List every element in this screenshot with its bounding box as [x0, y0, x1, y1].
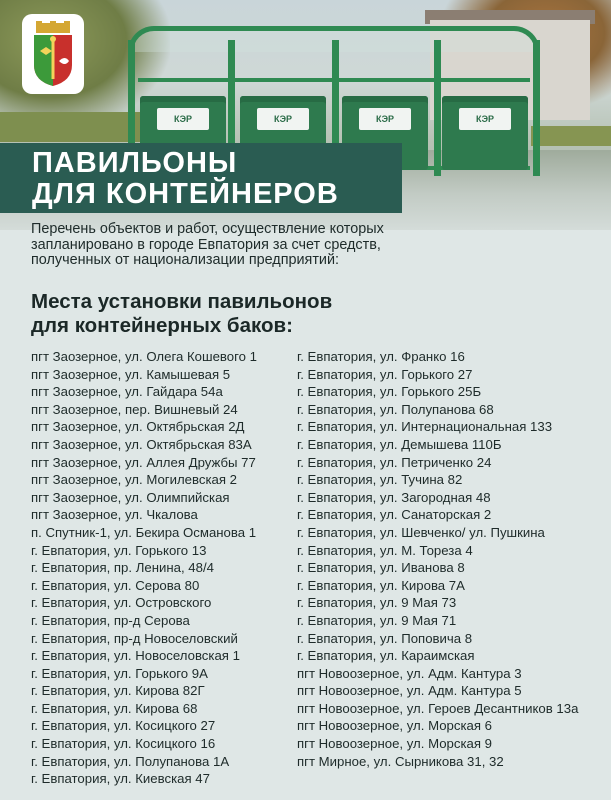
location-item: пгт Заозерное, ул. Могилевская 2	[31, 472, 237, 488]
location-item: г. Евпатория, ул. М. Тореза 4	[297, 542, 473, 558]
intro-line: Перечень объектов и работ, осуществление которых	[31, 221, 384, 237]
location-item: пгт Новоозерное, ул. Морская 9	[297, 736, 492, 752]
page-title-line-1: ПАВИЛЬОНЫ	[32, 147, 238, 179]
location-item: пгт Заозерное, ул. Аллея Дружбы 77	[31, 454, 256, 470]
location-item: г. Евпатория, ул. Петриченко 24	[297, 454, 492, 470]
location-item: г. Евпатория, ул. Островского	[31, 595, 212, 611]
location-item: г. Евпатория, ул. Кирова 82Г	[31, 683, 205, 699]
intro-line: полученных от национализации предприятий:	[31, 252, 339, 268]
location-item: г. Евпатория, ул. Загородная 48	[297, 489, 491, 505]
location-item: г. Евпатория, ул. Кирова 7А	[297, 577, 465, 593]
location-item: г. Евпатория, ул. Новоселовская 1	[31, 648, 240, 664]
locations-list-right	[297, 348, 587, 770]
location-item: г. Евпатория, ул. Поповича 8	[297, 630, 473, 646]
location-item: п. Спутник-1, ул. Бекира Османова 1	[31, 524, 257, 540]
coat-of-arms-svg	[30, 21, 76, 87]
location-item: г. Евпатория, ул. Горького 9А	[31, 665, 208, 681]
location-item: г. Евпатория, пр-д Новоселовский	[31, 630, 238, 646]
location-item: г. Евпатория, ул. Санаторская 2	[297, 507, 492, 523]
location-item: пгт Заозерное, пер. Вишневый 24	[31, 401, 238, 417]
location-item: г. Евпатория, ул. Франко 16	[297, 349, 465, 364]
intro-text	[31, 222, 411, 269]
location-item: пгт Мирное, ул. Сырникова 31, 32	[297, 753, 504, 769]
locations-list-left	[31, 348, 293, 788]
page-title-line-2: ДЛЯ КОНТЕЙНЕРОВ	[32, 178, 339, 210]
location-item: г. Евпатория, ул. Демышева 110Б	[297, 436, 502, 452]
pavilion-post	[533, 40, 540, 176]
pavilion-rail	[138, 78, 530, 82]
grass	[531, 126, 611, 146]
location-item: пгт Новоозерное, ул. Героев Десантников 13а	[297, 700, 579, 716]
location-item: г. Евпатория, ул. Серова 80	[31, 577, 200, 593]
location-item: пгт Заозерное, ул. Чкалова	[31, 507, 198, 523]
location-item: пгт Новоозерное, ул. Морская 6	[297, 718, 492, 734]
grass	[0, 112, 140, 142]
location-item: пгт Заозерное, ул. Октябрьская 2Д	[31, 419, 245, 435]
location-item: г. Евпатория, ул. Интернациональная 133	[297, 419, 553, 435]
location-item: г. Евпатория, пр-д Серова	[31, 612, 190, 628]
location-item: г. Евпатория, ул. Полупанова 1А	[31, 753, 230, 769]
location-item: г. Евпатория, ул. Иванова 8	[297, 560, 465, 576]
location-item: г. Евпатория, ул. Шевченко/ ул. Пушкина	[297, 524, 545, 540]
heading-line: Места установки павильонов	[31, 290, 333, 313]
bin-label: КЭР	[359, 108, 411, 130]
location-item: г. Евпатория, ул. Караимская	[297, 648, 475, 664]
location-item: г. Евпатория, ул. Горького 25Б	[297, 384, 482, 400]
pavilion-post	[434, 40, 441, 176]
intro-line: запланировано в городе Евпатория за счет средств,	[31, 236, 381, 253]
location-item: г. Евпатория, ул. Кирова 68	[31, 700, 198, 716]
section-heading	[31, 290, 551, 338]
bin-label: КЭР	[459, 108, 511, 130]
location-item: г. Евпатория, ул. 9 Мая 71	[297, 612, 457, 628]
location-item: пгт Заозерное, ул. Камышевая 5	[31, 366, 231, 382]
location-item: г. Евпатория, ул. Горького 27	[297, 366, 473, 382]
location-item: пгт Новоозерное, ул. Адм. Кантура 5	[297, 683, 522, 699]
location-item: пгт Заозерное, ул. Октябрьская 83А	[31, 436, 252, 452]
location-item: пгт Заозерное, ул. Олимпийская	[31, 489, 230, 505]
location-item: пгт Заозерное, ул. Гайдара 54а	[31, 384, 223, 400]
location-item: г. Евпатория, ул. Косицкого 27	[31, 718, 216, 734]
evpatoria-coat-of-arms-icon	[22, 14, 84, 94]
location-item: г. Евпатория, ул. Тучина 82	[297, 472, 463, 488]
title-band	[0, 143, 402, 213]
location-item: пгт Новоозерное, ул. Адм. Кантура 3	[297, 665, 522, 681]
bin-label: КЭР	[157, 108, 209, 130]
location-item: г. Евпатория, ул. Киевская 47	[31, 771, 210, 787]
location-item: г. Евпатория, пр. Ленина, 48/4	[31, 560, 214, 576]
location-item: г. Евпатория, ул. 9 Мая 73	[297, 595, 457, 611]
heading-line: для контейнерных баков:	[31, 314, 293, 337]
location-item: г. Евпатория, ул. Полупанова 68	[297, 401, 494, 417]
waste-container	[442, 96, 528, 170]
location-item: г. Евпатория, ул. Косицкого 16	[31, 736, 216, 752]
bin-label: КЭР	[257, 108, 309, 130]
location-item: г. Евпатория, ул. Горького 13	[31, 542, 207, 558]
location-item: пгт Заозерное, ул. Олега Кошевого 1	[31, 349, 257, 364]
